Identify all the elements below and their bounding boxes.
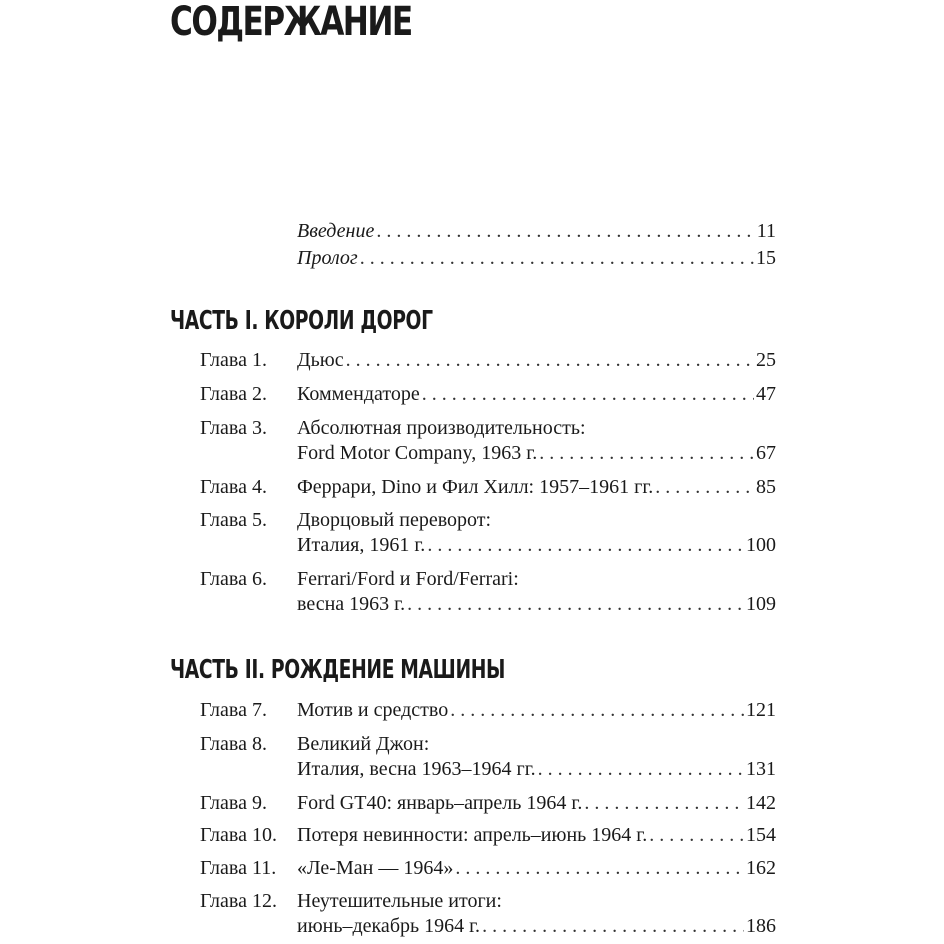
entry-title: Ford Motor Company, 1963 г.: [297, 442, 538, 464]
toc-entry-chapter-3[interactable]: [297, 441, 776, 465]
leader-dots: [427, 533, 744, 557]
entry-page: 11: [756, 220, 776, 242]
entry-title-line1: Абсолютная производительность:: [297, 417, 586, 439]
entry-title: Дьюс: [297, 349, 344, 371]
entry-page: 154: [746, 824, 776, 846]
toc-entry-chapter-2[interactable]: [297, 382, 776, 406]
leader-dots: [407, 592, 744, 616]
entry-title: Введение: [297, 220, 375, 242]
toc-entry-chapter-10[interactable]: [297, 823, 776, 847]
leader-dots: [539, 441, 754, 465]
entry-title: Мотив и средство: [297, 699, 449, 721]
chapter-number: Глава 2.: [200, 383, 267, 405]
page-title: СОДЕРЖАНИЕ: [170, 0, 412, 45]
toc-entry-chapter-4[interactable]: [297, 475, 776, 499]
entry-title: Италия, весна 1963–1964 гг.: [297, 758, 536, 780]
chapter-number: Глава 5.: [200, 509, 267, 531]
toc-entry-chapter-1[interactable]: [297, 348, 776, 372]
leader-dots: [455, 856, 744, 880]
chapter-number: Глава 10.: [200, 824, 277, 846]
entry-page: 25: [756, 349, 776, 371]
entry-title: июнь–декабрь 1964 г.: [297, 915, 481, 937]
entry-title: Феррари, Dino и Фил Хилл: 1957–1961 гг.: [297, 476, 654, 498]
chapter-number: Глава 7.: [200, 699, 267, 721]
entry-title: Пролог: [297, 247, 358, 269]
leader-dots: [422, 382, 754, 406]
entry-title-line1: Ferrari/Ford и Ford/Ferrari:: [297, 568, 519, 590]
chapter-number: Глава 12.: [200, 890, 277, 912]
entry-title: Коммендаторе: [297, 383, 420, 405]
leader-dots: [655, 475, 754, 499]
toc-entry-chapter-11[interactable]: [297, 856, 776, 880]
entry-page: 131: [746, 758, 776, 780]
entry-page: 15: [756, 247, 776, 269]
leader-dots: [360, 246, 754, 270]
entry-page: 142: [746, 792, 776, 814]
entry-title: Потеря невинности: апрель–июнь 1964 г.: [297, 824, 648, 846]
chapter-number: Глава 3.: [200, 417, 267, 439]
toc-entry-introduction[interactable]: [297, 219, 776, 243]
entry-page: 109: [746, 593, 776, 615]
leader-dots: [584, 791, 744, 815]
leader-dots: [450, 698, 744, 722]
entry-page: 121: [746, 699, 776, 721]
chapter-number: Глава 8.: [200, 733, 267, 755]
chapter-number: Глава 1.: [200, 349, 267, 371]
entry-page: 100: [746, 534, 776, 556]
leader-dots: [649, 823, 744, 847]
leader-dots: [376, 219, 754, 243]
chapter-number: Глава 4.: [200, 476, 267, 498]
entry-title-line1: Дворцовый переворот:: [297, 509, 492, 531]
toc-entry-chapter-12[interactable]: [297, 914, 776, 938]
entry-page: 162: [746, 857, 776, 879]
entry-page: 67: [756, 442, 776, 464]
entry-page: 47: [756, 383, 776, 405]
toc-entry-prologue[interactable]: [297, 246, 776, 270]
leader-dots: [538, 757, 744, 781]
chapter-number: Глава 11.: [200, 857, 277, 879]
toc-entry-chapter-9[interactable]: [297, 791, 776, 815]
part-heading: ЧАСТЬ II. РОЖДЕНИЕ МАШИНЫ: [170, 655, 506, 685]
chapter-number: Глава 6.: [200, 568, 267, 590]
leader-dots: [346, 348, 754, 372]
toc-entry-chapter-5[interactable]: [297, 533, 776, 557]
toc-entry-chapter-7[interactable]: [297, 698, 776, 722]
entry-title: весна 1963 г.: [297, 593, 406, 615]
entry-page: 186: [746, 915, 776, 937]
leader-dots: [482, 914, 744, 938]
entry-title: «Ле-Ман — 1964»: [297, 857, 454, 879]
part-heading: ЧАСТЬ I. КОРОЛИ ДОРОГ: [170, 306, 433, 336]
entry-title: Ford GT40: январь–апрель 1964 г.: [297, 792, 583, 814]
entry-title: Италия, 1961 г.: [297, 534, 426, 556]
chapter-number: Глава 9.: [200, 792, 267, 814]
entry-page: 85: [756, 476, 776, 498]
entry-title-line1: Великий Джон:: [297, 733, 430, 755]
entry-title-line1: Неутешительные итоги:: [297, 890, 502, 912]
toc-entry-chapter-8[interactable]: [297, 757, 776, 781]
toc-entry-chapter-6[interactable]: [297, 592, 776, 616]
